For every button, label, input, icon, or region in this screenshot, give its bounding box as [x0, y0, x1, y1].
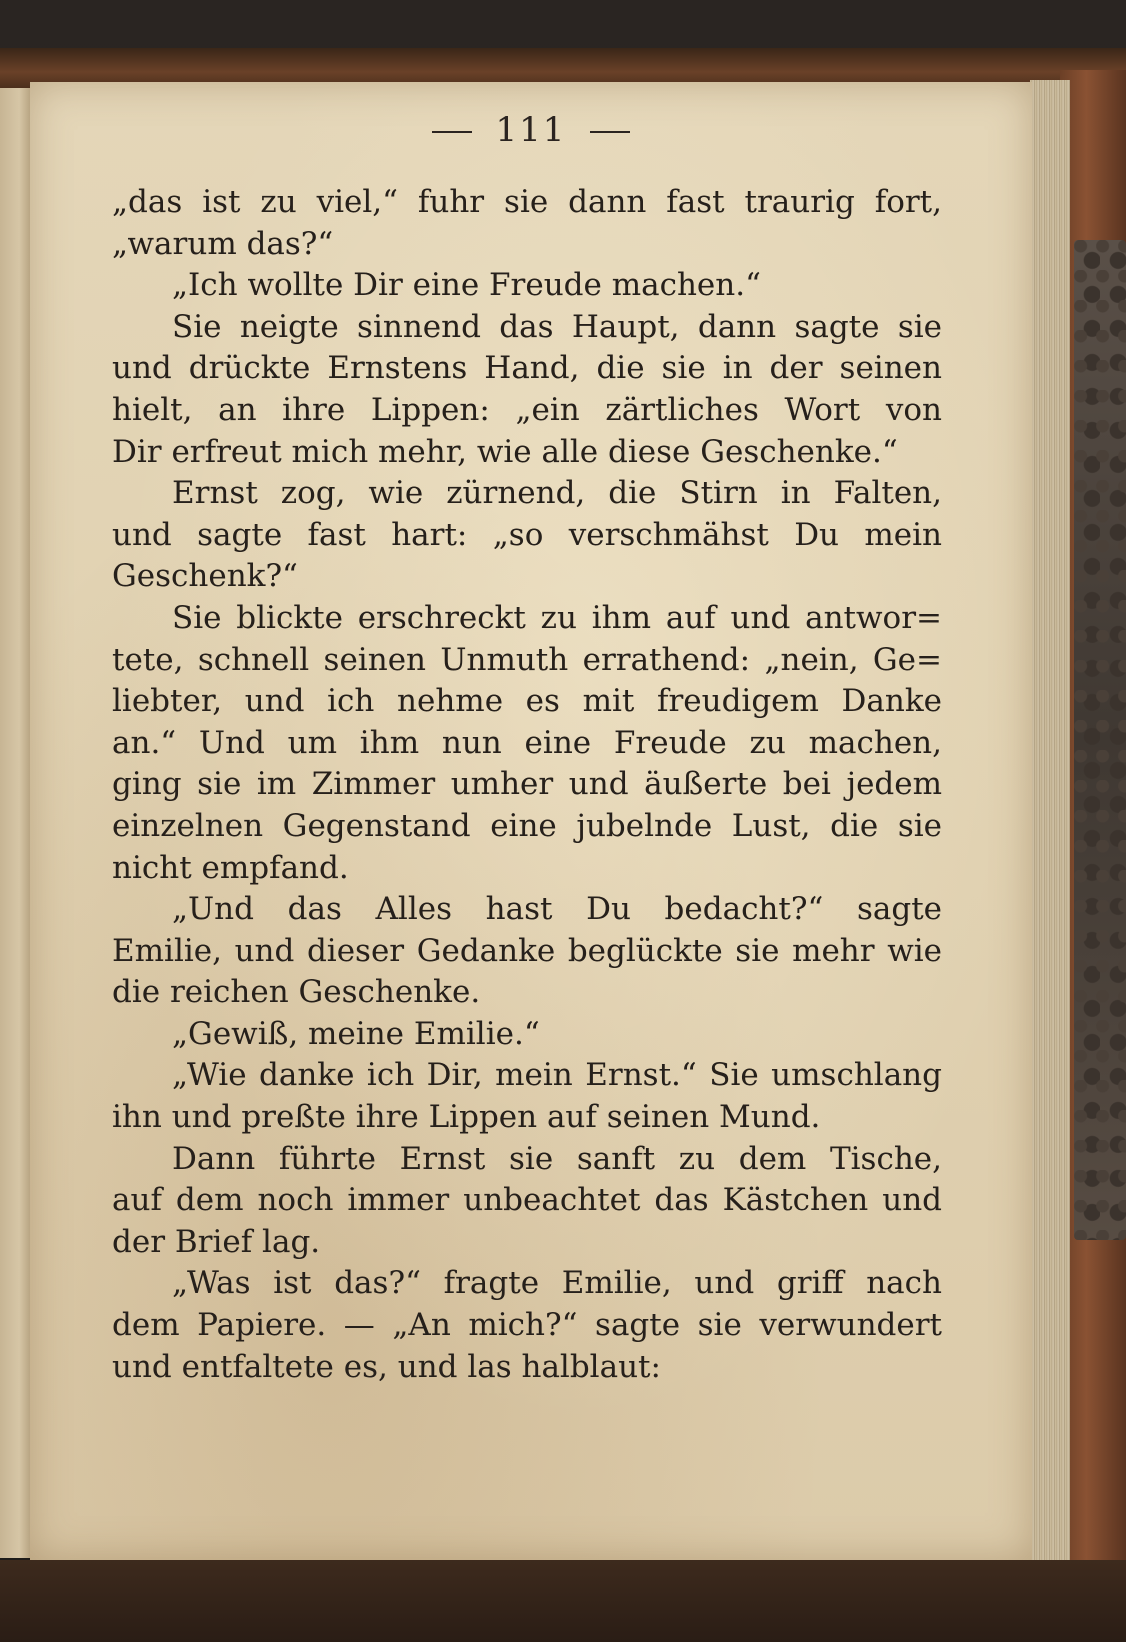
book-page	[30, 82, 1032, 1560]
header-dash-right	[590, 131, 630, 133]
text-line: „Was ist das?“ fragte Emilie, und griff nach	[172, 1265, 942, 1302]
book-cover-bottom	[0, 1560, 1126, 1642]
text-line: Dir erfreut mich mehr, wie alle diese Geschenke.“	[112, 433, 898, 470]
text-line: ihn und preßte ihre Lippen auf seinen Mund.	[112, 1099, 821, 1136]
marbled-cover-panel	[1074, 240, 1126, 1240]
text-line: ging sie im Zimmer umher und äußerte bei jedem	[112, 766, 942, 803]
text-line: „Wie danke ich Dir, mein Ernst.“ Sie umschlang	[172, 1057, 942, 1094]
text-line: und entfaltete es, und las halblaut:	[112, 1348, 661, 1385]
page-number-header	[30, 110, 1032, 150]
text-line: liebter, und ich nehme es mit freudigem Danke	[112, 683, 942, 720]
text-line: „Ich wollte Dir eine Freude machen.“	[172, 267, 761, 304]
text-line: hielt, an ihre Lippen: „ein zärtliches Wort von	[112, 391, 942, 428]
text-line: die reichen Geschenke.	[112, 974, 481, 1011]
text-line: Geschenk?“	[112, 558, 298, 595]
page-number: 111	[495, 110, 567, 150]
text-line: und drückte Ernstens Hand, die sie in der seinen	[112, 350, 942, 387]
text-line: Sie neigte sinnend das Haupt, dann sagte sie	[172, 308, 942, 345]
text-line: tete, schnell seinen Unmuth errathend: „nein, Ge=	[112, 641, 942, 678]
text-line: „warum das?“	[112, 225, 334, 262]
page-edges	[1030, 80, 1070, 1560]
left-page-edge	[0, 88, 32, 1558]
page-body-text	[112, 182, 942, 1388]
text-line: Sie blickte erschreckt zu ihm auf und antwor=	[172, 599, 942, 636]
text-line: Ernst zog, wie zürnend, die Stirn in Falten,	[172, 475, 942, 512]
text-line: Dann führte Ernst sie sanft zu dem Tische,	[172, 1140, 942, 1177]
header-dash-left	[432, 131, 472, 133]
text-line: „das ist zu viel,“ fuhr sie dann fast traurig fort,	[112, 184, 942, 220]
text-line: an.“ Und um ihm nun eine Freude zu machen,	[112, 724, 942, 761]
text-line: dem Papiere. — „An mich?“ sagte sie verwundert	[112, 1307, 942, 1344]
text-line: „Gewiß, meine Emilie.“	[172, 1015, 540, 1052]
text-line: einzelnen Gegenstand eine jubelnde Lust, die sie	[112, 807, 942, 844]
text-line: Emilie, und dieser Gedanke beglückte sie mehr wie	[112, 932, 942, 969]
text-line: und sagte fast hart: „so verschmähst Du mein	[112, 516, 942, 553]
text-line: nicht empfand.	[112, 849, 349, 886]
text-line: „Und das Alles hast Du bedacht?“ sagte	[172, 891, 942, 928]
text-line: auf dem noch immer unbeachtet das Kästchen und	[112, 1182, 942, 1219]
text-line: der Brief lag.	[112, 1223, 321, 1260]
